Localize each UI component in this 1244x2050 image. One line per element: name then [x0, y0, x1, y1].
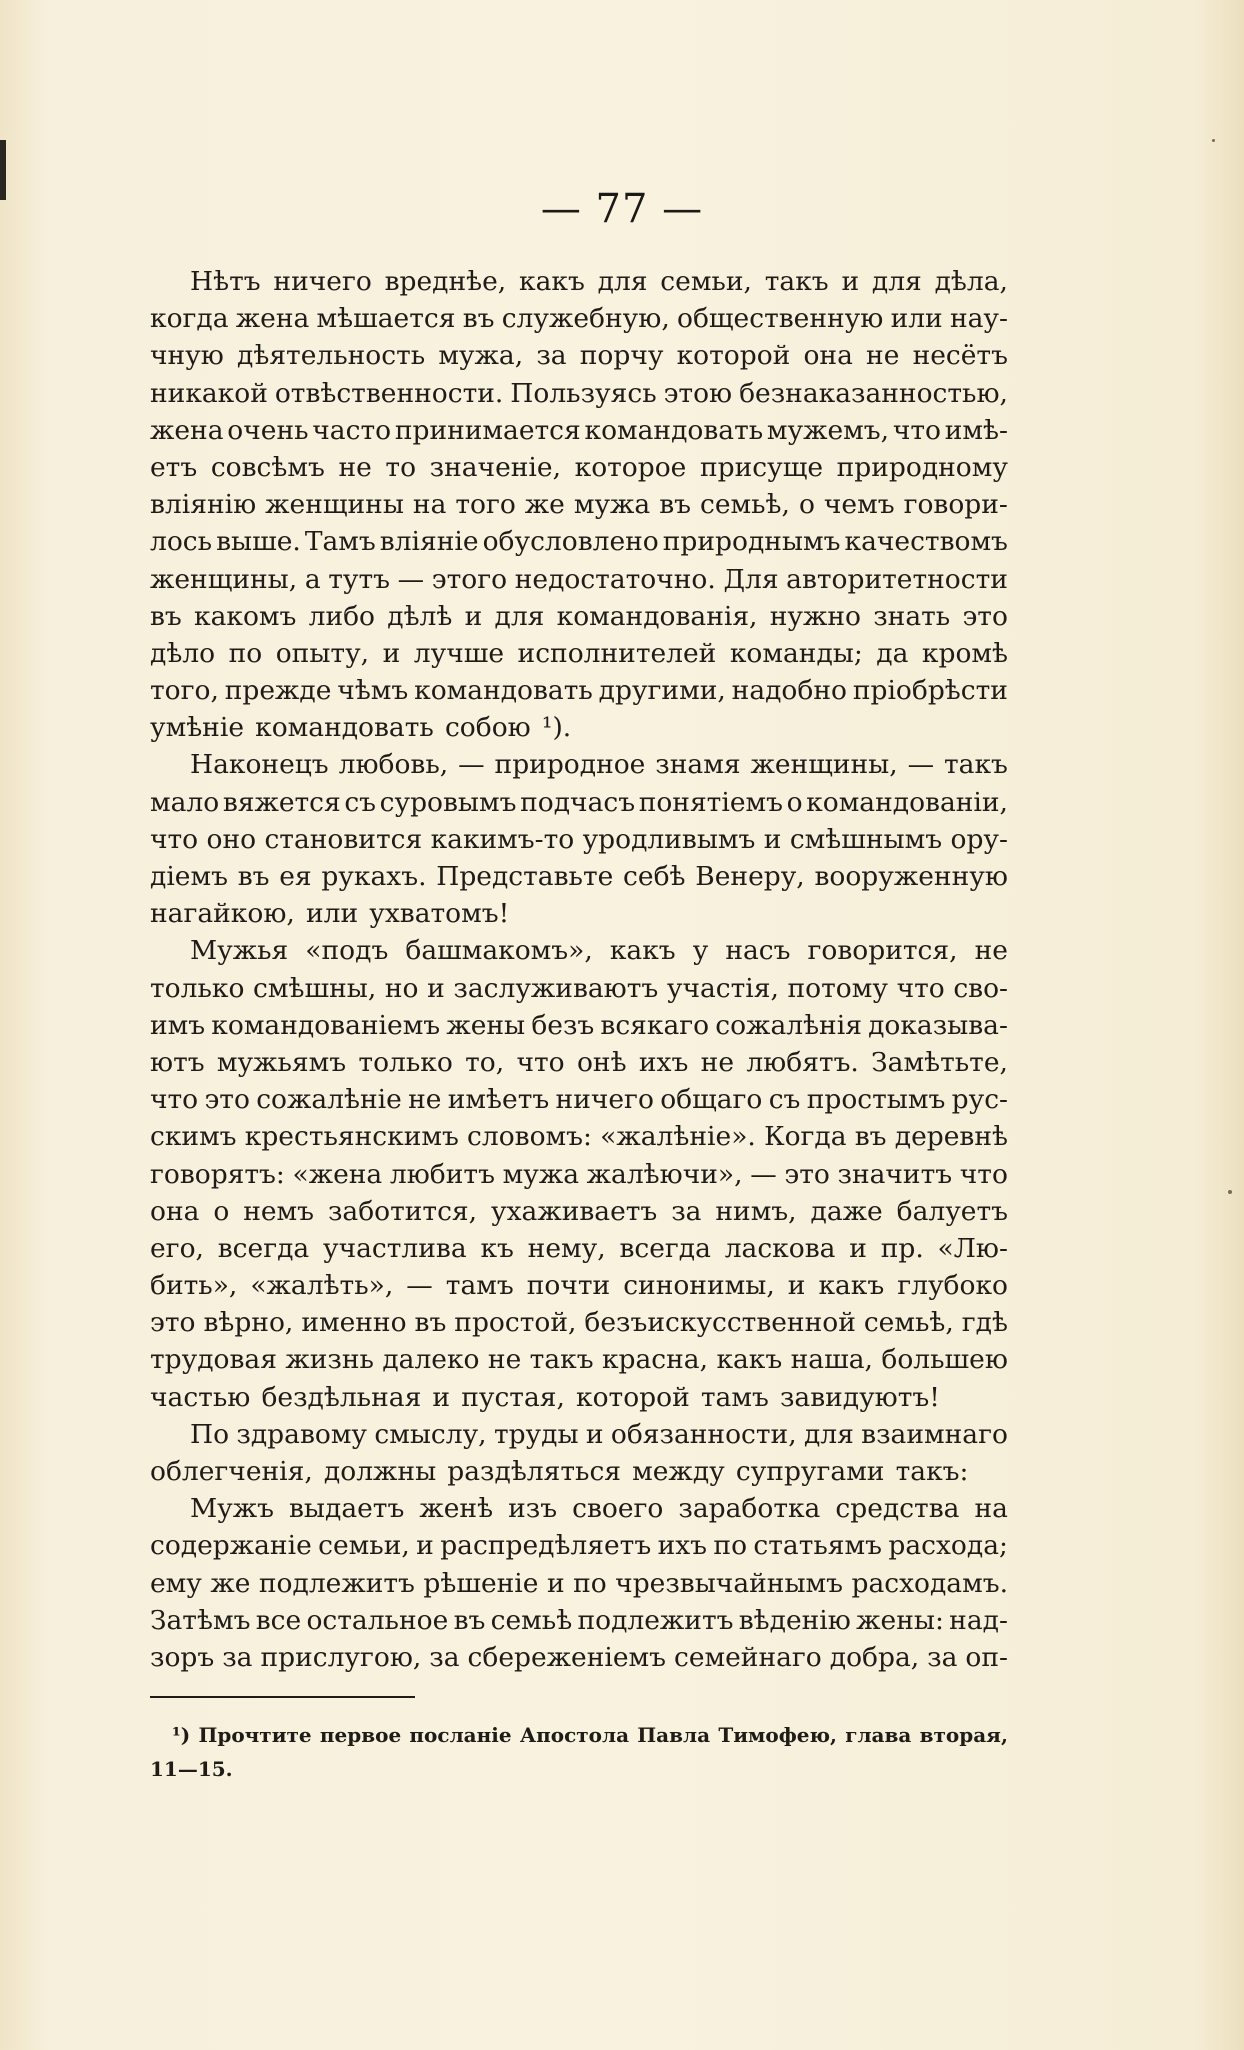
text-line: когда жена мѣшается въ служебную, общественную или нау-: [150, 303, 1008, 335]
text-line: никакой отвѣственности. Пользуясь этою безнаказанностью,: [150, 377, 1008, 409]
text-line: бить», «жалѣть», — тамъ почти синонимы, и какъ глубоко: [150, 1270, 1008, 1302]
text-line: что оно становится какимъ-то уродливымъ и смѣшнымъ ору-: [150, 823, 1008, 855]
body-text: [150, 263, 1008, 1676]
text-line: въ какомъ либо дѣлѣ и для командованія, нужно знать это: [150, 600, 1008, 632]
text-line: Мужъ выдаетъ женѣ изъ своего заработка средства на: [190, 1493, 1008, 1525]
text-line: Наконецъ любовь, — природное знамя женщины, — такъ: [190, 749, 1008, 781]
text-line: жена очень часто принимается командовать мужемъ, что имѣ-: [150, 414, 1008, 446]
paper-speck: [1228, 1190, 1232, 1194]
text-line: она о немъ заботится, ухаживаетъ за нимъ, даже балуетъ: [150, 1195, 1008, 1227]
text-line: мало вяжется съ суровымъ подчасъ понятіемъ о командованіи,: [150, 786, 1008, 818]
text-line: діемъ въ ея рукахъ. Представьте себѣ Венеру, вооруженную: [150, 861, 1008, 892]
text-line: скимъ крестьянскимъ словомъ: «жалѣніе». Когда въ деревнѣ: [150, 1121, 1008, 1153]
page-number: — 77 —: [540, 186, 704, 232]
text-line: его, всегда участлива къ нему, всегда ласкова и пр. «Лю-: [150, 1232, 1008, 1264]
text-line: етъ совсѣмъ не то значеніе, которое присуще природному: [150, 451, 1008, 483]
text-line: Нѣтъ ничего вреднѣе, какъ для семьи, такъ и для дѣла,: [190, 266, 1008, 297]
text-line: вліянію женщины на того же мужа въ семьѣ, о чемъ говори-: [150, 489, 1008, 521]
footnotes: [150, 1718, 1008, 1786]
text-line: чную дѣятельность мужа, за порчу которой она не несётъ: [150, 340, 1008, 372]
text-line: зоръ за прислугою, за сбереженіемъ семейнаго добра, за оп-: [150, 1641, 1008, 1673]
text-line: Затѣмъ все остальное въ семьѣ подлежитъ вѣденію жены: над-: [150, 1604, 1008, 1636]
text-line: это вѣрно, именно въ простой, безъискусственной семьѣ, гдѣ: [150, 1307, 1008, 1339]
text-line: трудовая жизнь далеко не такъ красна, какъ наша, большею: [150, 1344, 1008, 1376]
text-line: лось выше. Тамъ вліяніе обусловлено природнымъ качествомъ: [150, 526, 1008, 558]
footnote-divider: [150, 1696, 415, 1698]
text-line: того, прежде чѣмъ командовать другими, надобно пріобрѣсти: [150, 675, 1008, 707]
text-line: ютъ мужьямъ только то, что онѣ ихъ не любятъ. Замѣтьте,: [150, 1046, 1008, 1078]
footnote-line: 11—15.: [150, 1757, 233, 1781]
text-line: частью бездѣльная и пустая, которой тамъ завидуютъ!: [150, 1381, 940, 1413]
text-line: нагайкою, или ухватомъ!: [150, 898, 510, 930]
footnote-line: ¹) Прочтите первое посланіе Апостола Павла Тимофею, глава вторая,: [172, 1723, 1008, 1747]
text-line: что это сожалѣніе не имѣетъ ничего общаго съ простымъ рус-: [150, 1084, 1008, 1116]
text-line: умѣніе командовать собою ¹).: [150, 712, 572, 744]
text-line: По здравому смыслу, труды и обязанности, для взаимнаго: [190, 1418, 1008, 1450]
text-line: дѣло по опыту, и лучше исполнителей команды; да кромѣ: [150, 637, 1008, 669]
text-line: содержаніе семьи, и распредѣляетъ ихъ по статьямъ расхода;: [150, 1530, 1008, 1562]
paper-speck: [1212, 139, 1215, 142]
text-line: только смѣшны, но и заслуживаютъ участія, потому что сво-: [150, 972, 1008, 1004]
text-line: Мужья «подъ башмакомъ», какъ у насъ говорится, не: [190, 935, 1008, 967]
text-line: женщины, а тутъ — этого недостаточно. Для авторитетности: [150, 563, 1008, 595]
text-line: ему же подлежитъ рѣшеніе и по чрезвычайнымъ расходамъ.: [150, 1567, 1008, 1599]
text-line: говорятъ: «жена любитъ мужа жалѣючи», — это значитъ что: [150, 1158, 1008, 1190]
text-line: облегченія, должны раздѣляться между супругами такъ:: [150, 1456, 969, 1487]
text-line: имъ командованіемъ жены безъ всякаго сожалѣнія доказыва-: [150, 1009, 1008, 1041]
